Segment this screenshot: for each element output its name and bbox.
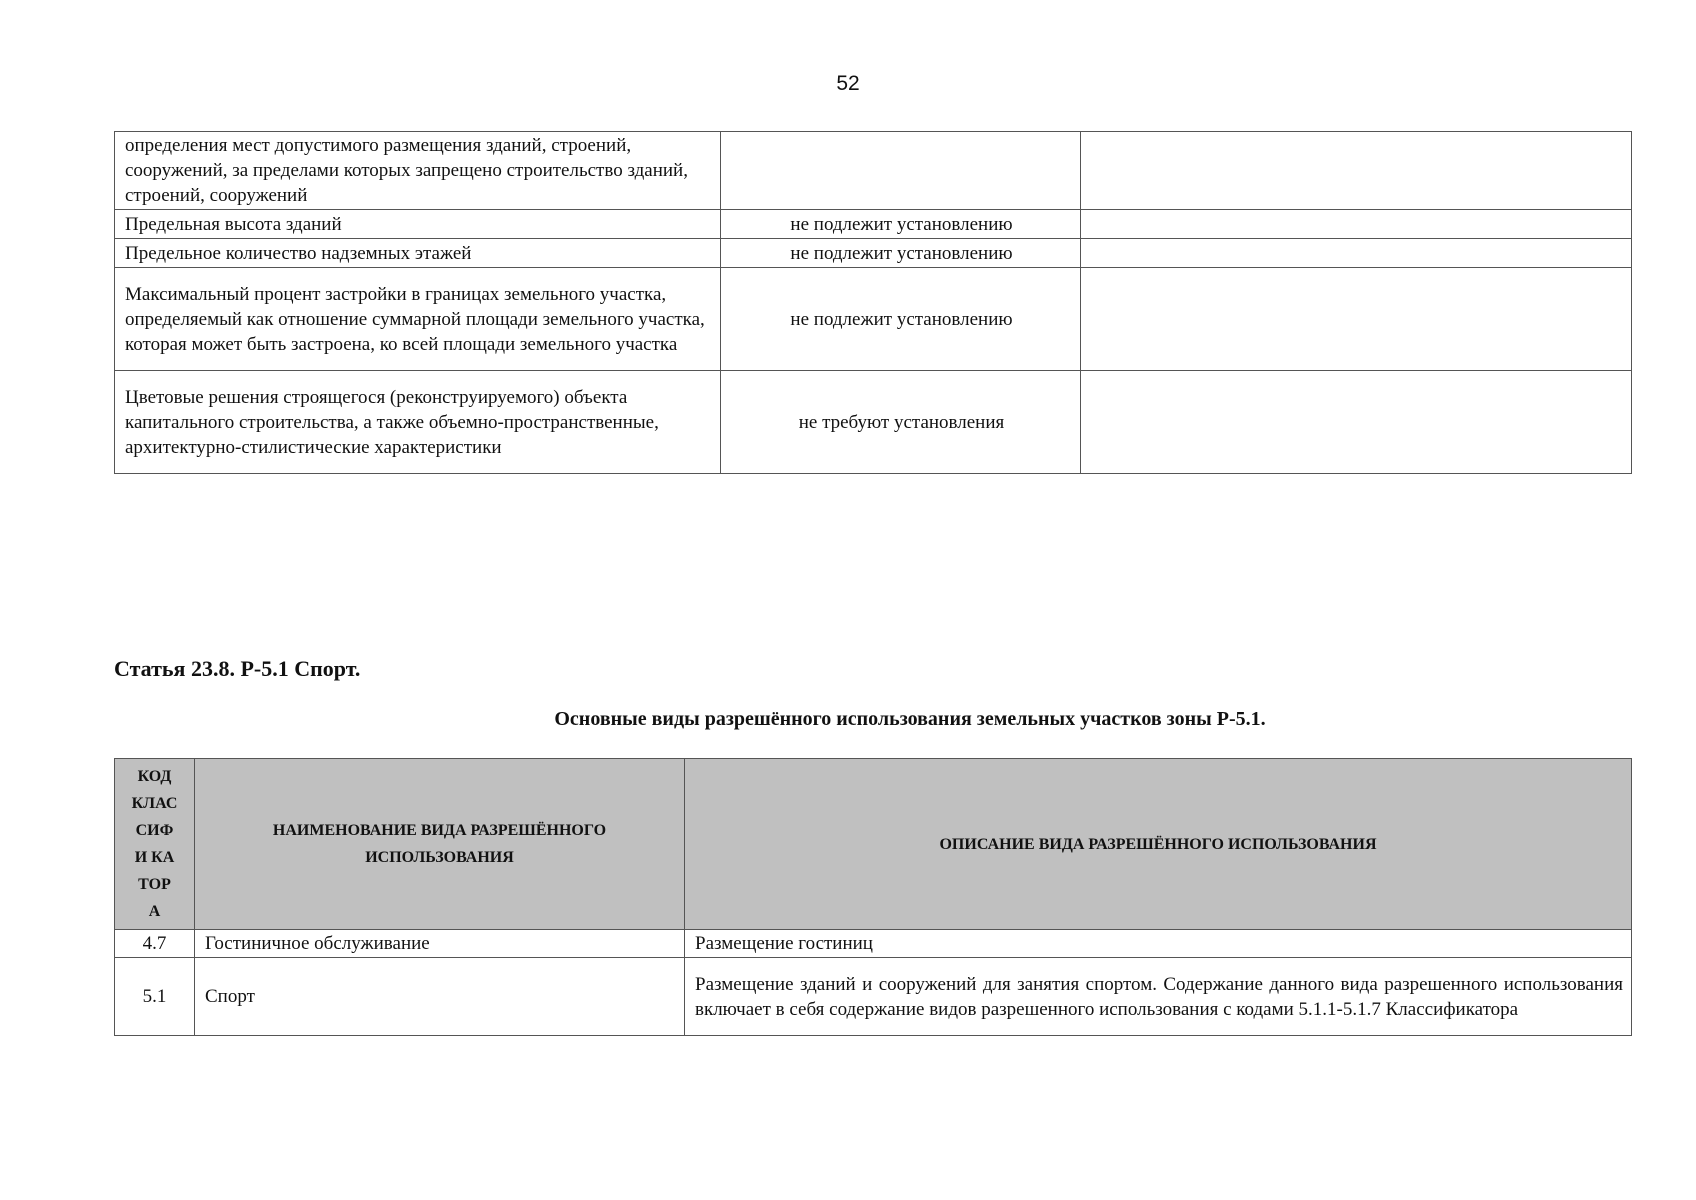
parameter-value-cell: не подлежит установлению	[721, 239, 1081, 268]
permitted-uses-table	[114, 758, 1632, 1036]
parameter-value-cell: не требуют установления	[721, 371, 1081, 474]
table-row	[115, 239, 1632, 268]
parameter-note-cell	[1081, 239, 1632, 268]
parameter-note-cell	[1081, 210, 1632, 239]
table-row	[115, 210, 1632, 239]
header-code-text: КОД КЛАС СИФИ КАТОР А	[131, 768, 178, 920]
table-row	[115, 268, 1632, 371]
table-row	[115, 930, 1632, 958]
header-name	[195, 759, 685, 930]
parameter-note-cell	[1081, 132, 1632, 210]
parameter-name-cell: Предельная высота зданий	[115, 210, 721, 239]
table-header-row	[115, 759, 1632, 930]
parameter-name-cell: Цветовые решения строящегося (реконструируемого) объекта капитального строительства, а также объемно-пространственные, архитектурно-стилистические характеристики	[115, 371, 721, 474]
parameter-value-cell: не подлежит установлению	[721, 268, 1081, 371]
table-row	[115, 132, 1632, 210]
classifier-code-cell: 5.1	[115, 958, 195, 1036]
table-row	[115, 958, 1632, 1036]
header-description: ОПИСАНИЕ ВИДА РАЗРЕШЁННОГО ИСПОЛЬЗОВАНИЯ	[685, 759, 1632, 930]
parameter-name-cell: Предельное количество надземных этажей	[115, 239, 721, 268]
parameter-note-cell	[1081, 371, 1632, 474]
parameter-value-cell: не подлежит установлению	[721, 210, 1081, 239]
parameter-note-cell	[1081, 268, 1632, 371]
article-title: Статья 23.8. Р-5.1 Спорт.	[114, 656, 361, 681]
header-code	[115, 759, 195, 930]
use-description-cell: Размещение зданий и сооружений для занятия спортом. Содержание данного вида разрешенного использования включает в себя содержание видов разрешенного использования с кодами 5.1.1-5.1.7 Классификатора	[685, 958, 1632, 1036]
table-row	[115, 371, 1632, 474]
parameters-table	[114, 131, 1632, 474]
parameter-name-cell: определения мест допустимого размещения зданий, строений, сооружений, за пределами которых запрещено строительство зданий, строений, сооружений	[115, 132, 721, 210]
use-name-cell: Гостиничное обслуживание	[195, 930, 685, 958]
page-number: 52	[836, 72, 860, 95]
use-description-cell: Размещение гостиниц	[685, 930, 1632, 958]
parameter-name-cell: Максимальный процент застройки в границах земельного участка, определяемый как отношение суммарной площади земельного участка, которая может быть застроена, ко всей площади земельного участка	[115, 268, 721, 371]
parameter-value-cell	[721, 132, 1081, 210]
table-caption: Основные виды разрешённого использования земельных участков зоны Р-5.1.	[554, 708, 1266, 730]
header-name-text: НАИМЕНОВАНИЕ ВИДА РАЗРЕШЁННОГО ИСПОЛЬЗОВАНИЯ	[272, 822, 607, 866]
classifier-code-cell: 4.7	[115, 930, 195, 958]
use-name-cell: Спорт	[195, 958, 685, 1036]
